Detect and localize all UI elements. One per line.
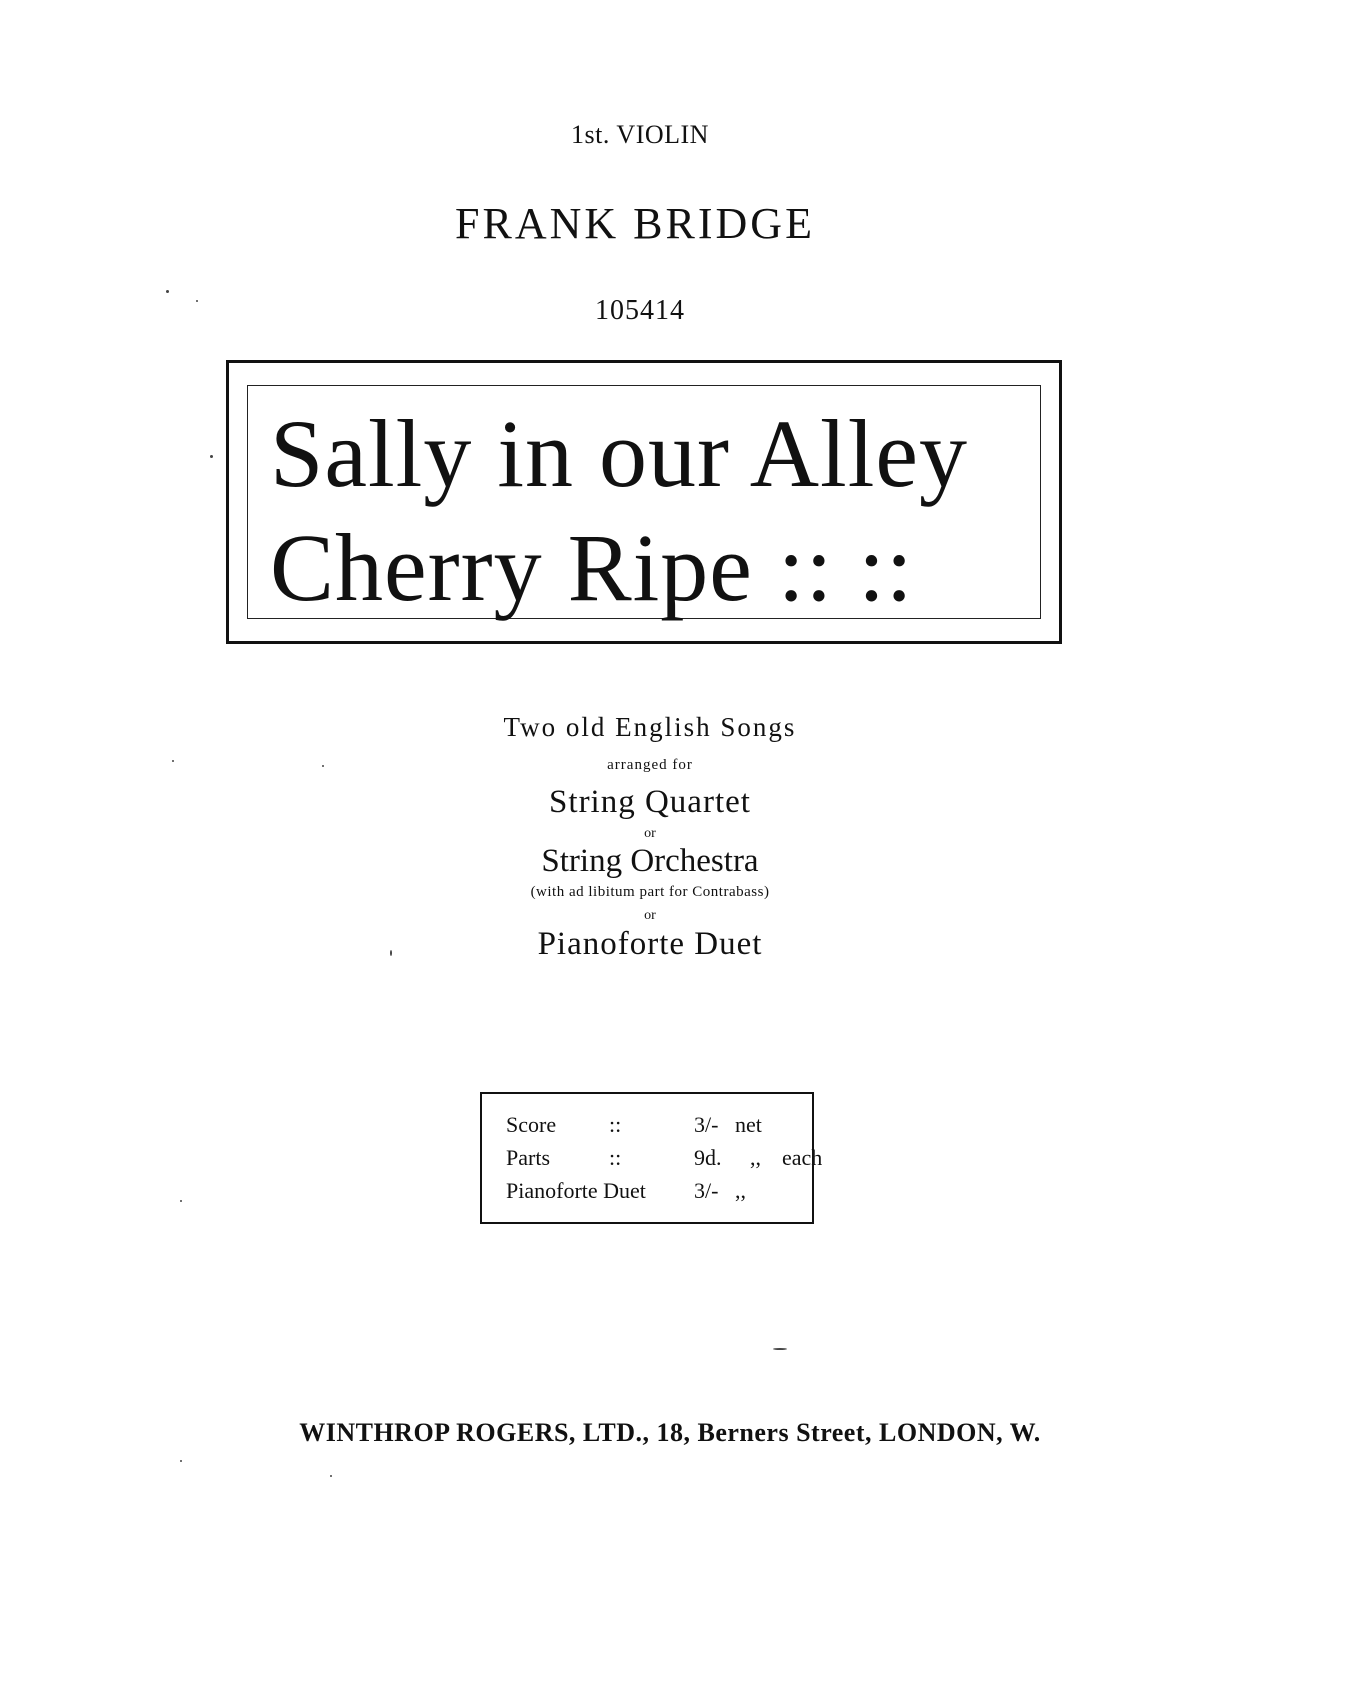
price-unit: ,, [735,1178,746,1203]
contrabass-note: (with ad libitum part for Contrabass) [530,884,770,900]
instrumentation-string-quartet: String Quartet [549,784,751,820]
composer-name: FRANK BRIDGE [455,199,815,248]
price-amount: 9d. [694,1145,722,1170]
scan-speck [180,1200,182,1202]
scan-speck [773,1348,787,1350]
price-item: Parts [506,1145,550,1170]
scan-speck [322,765,324,767]
or-label: or [644,826,656,841]
price-amount: 3/- [694,1178,719,1203]
title-line-2: Cherry Ripe :: :: [270,514,914,621]
publisher-imprint: WINTHROP ROGERS, LTD., 18, Berners Street, LONDON, W. [299,1418,1041,1447]
or-label: or [644,908,656,923]
price-item: Pianoforte Duet [506,1178,646,1203]
scan-speck [210,455,213,458]
price-separator: :: [609,1112,622,1137]
subtitle: Two old English Songs [503,712,797,742]
instrumentation-string-orchestra: String Orchestra [541,843,759,879]
price-unit: net [735,1112,762,1137]
part-label: 1st. VIOLIN [571,120,709,149]
price-item: Score [506,1112,557,1137]
title-line-1: Sally in our Alley [270,400,968,507]
catalogue-number: 105414 [595,295,685,326]
scan-speck [196,300,198,302]
price-separator: :: [609,1145,622,1170]
scan-speck [166,290,169,293]
scan-speck [330,1475,332,1477]
scan-speck [390,950,392,956]
instrumentation-pianoforte-duet: Pianoforte Duet [537,926,763,962]
arranged-for-label: arranged for [607,757,693,773]
price-amount: 3/- [694,1112,719,1137]
scan-speck [172,760,174,762]
price-each: each [782,1145,823,1170]
price-unit: ,, [750,1145,761,1170]
scan-speck [180,1460,182,1462]
price-box [480,1092,823,1224]
